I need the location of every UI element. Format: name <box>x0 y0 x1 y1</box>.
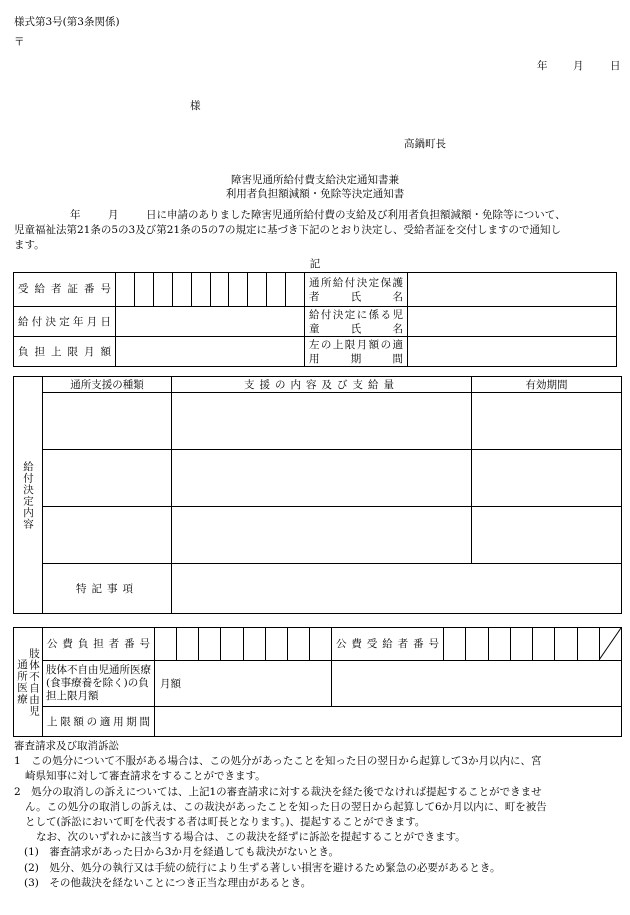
valid-cell[interactable] <box>472 393 622 450</box>
decision-date-value[interactable] <box>116 307 305 337</box>
type-cell[interactable] <box>43 393 172 450</box>
addressee-suffix: 様 <box>190 100 201 112</box>
payer-no-boxes[interactable] <box>155 628 331 660</box>
recipient-no-label: 受給者証番号 <box>18 283 111 295</box>
valid-cell[interactable] <box>472 507 622 564</box>
medical-table <box>13 627 622 737</box>
appeal-p2-line4: なお、次のいずれかに該当する場合は、この裁決を経ずに訴訟を提起することができます。 <box>36 831 466 844</box>
appeal-c3: (3) その他裁決を経ないことにつき正当な理由があるとき。 <box>24 876 312 889</box>
decision-side-label: 給付決定内容 <box>22 460 34 530</box>
child-value[interactable] <box>408 307 617 337</box>
valid-cell[interactable] <box>472 450 622 507</box>
form-number: 様式第3号(第3条関係) <box>14 16 120 28</box>
appeal-p2-line1: 2 処分の取消しの訴えについては、上記1の審査請求に対する裁決を経た後でなければ提起することができませ <box>14 785 542 798</box>
intro-line1: 日に申請のありました障害児通所給付費の支給及び利用者負担額減額・免除等について、 <box>146 209 566 221</box>
col-type-header: 通所支援の種類 <box>43 377 172 393</box>
intro-year: 年 <box>70 209 81 221</box>
title-line1: 障害児通所給付費支給決定通知書兼 <box>231 174 399 186</box>
limit-value[interactable] <box>116 337 305 367</box>
appeal-p2-line2: ん。この処分の取消しの訴えは、この裁決があったことを知った日の翌日から起算して6か月以内に、町を被告 <box>25 800 547 813</box>
limit-label: 負担上限月額 <box>18 345 111 358</box>
col-period-header: 有効期間 <box>472 377 622 393</box>
ki-heading: 記 <box>309 258 321 270</box>
recipient-table <box>13 272 617 367</box>
decision-date-label: 給付決定年月日 <box>18 315 111 328</box>
receiver-label: 公費受給者番号 <box>336 637 439 650</box>
intro-month: 月 <box>108 209 119 221</box>
date-year: 年 <box>537 60 548 72</box>
medical-period-value[interactable] <box>155 707 622 737</box>
receiver-no-boxes[interactable] <box>444 628 621 660</box>
content-cell[interactable] <box>172 507 472 564</box>
slash-mark <box>599 628 621 660</box>
recipient-no-boxes[interactable] <box>116 273 304 306</box>
appeal-c2: (2) 処分、処分の執行又は手続の続行により生ずる著しい損害を避けるため緊急の必要があるとき。 <box>24 861 501 874</box>
postal-mark: 〒 <box>14 36 25 48</box>
title-line2: 利用者負担額減額・免除等決定通知書 <box>225 188 405 200</box>
intro-line2: 児童福祉法第21条の5の3及び第21条の5の7の規定に基づき下記のとおり決定し、受給者証を交付しますので通知し <box>14 224 561 236</box>
medical-period-label: 上限額の適用期間 <box>47 715 150 728</box>
content-cell[interactable] <box>172 450 472 507</box>
appeal-p2-line3: として(訴訟において町を代表する者は町長となります。)、提起することができます。 <box>25 816 426 829</box>
date-month: 月 <box>573 60 584 72</box>
content-cell[interactable] <box>172 393 472 450</box>
notes-value[interactable] <box>172 564 622 614</box>
appeal-c1: (1) 審査請求があった日から3か月を経過しても裁決がないとき。 <box>24 846 340 859</box>
medical-side-label: 肢体不自由児通所医療 <box>16 647 40 717</box>
col-content-header: 支援の内容及び支給量 <box>172 377 472 393</box>
medical-limit-value[interactable] <box>332 661 622 707</box>
guardian-value[interactable] <box>408 273 617 307</box>
decision-content-table <box>13 376 622 614</box>
payer-label: 公費負担者番号 <box>47 637 150 650</box>
appeal-p1-line2: 崎県知事に対して審査請求をすることができます。 <box>25 770 266 783</box>
period-label: 左の上限月額の適用期間 <box>309 338 403 365</box>
appeal-heading: 審査請求及び取消訴訟 <box>14 740 119 752</box>
guardian-label: 通所給付決定保護者氏名 <box>309 276 403 303</box>
type-cell[interactable] <box>43 507 172 564</box>
date-day: 日 <box>610 60 621 72</box>
notes-label: 特記事項 <box>43 564 172 614</box>
type-cell[interactable] <box>43 450 172 507</box>
appeal-p1-line1: 1 この処分について不服がある場合は、この処分があったことを知った日の翌日から起算して3か月以内に、宮 <box>14 755 542 768</box>
issuer: 高鍋町長 <box>404 138 446 150</box>
period-value[interactable] <box>408 337 617 367</box>
child-label: 給付決定に係る児童氏名 <box>309 308 403 335</box>
medical-limit-label: 肢体不自由児通所医療(食事療養を除く)の負担上限月額 <box>43 661 155 707</box>
appeal-notes <box>14 739 547 891</box>
intro-line3: ます。 <box>14 239 45 251</box>
monthly-label: 月額 <box>155 661 332 707</box>
